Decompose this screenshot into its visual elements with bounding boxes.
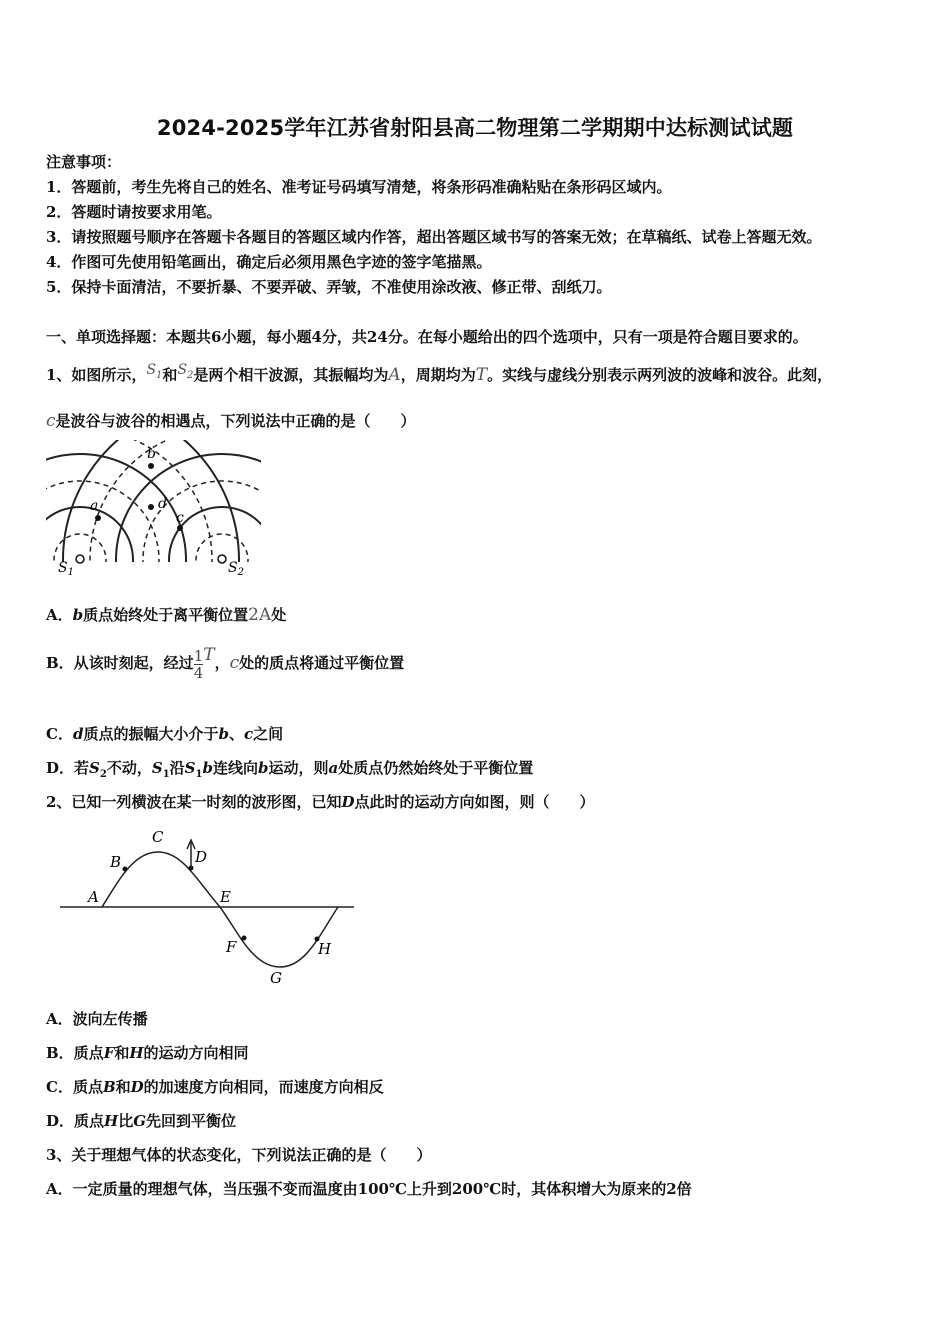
label-E: E — [220, 888, 231, 906]
source-s1 — [76, 555, 84, 563]
q1-s1: $S_1$ — [146, 362, 163, 381]
wave-figure — [58, 822, 358, 992]
q1-stem-line2 — [46, 411, 416, 431]
q1-stem-line1 — [46, 360, 832, 386]
q1-option-d[interactable]: D．若$S_2$不动，$S_1$沿$S_1b$连线向b运动，则a处质点仍然始终处于平衡位置 — [46, 759, 534, 780]
source-s2 — [218, 555, 226, 563]
label-C: C — [152, 828, 164, 846]
label-s2: $S_2$ — [228, 560, 244, 578]
notice-item: 3．请按照题号顺序在答题卡各题目的答题区域内作答，超出答题区域书写的答案无效；在草稿纸、试卷上答题无效。 — [46, 228, 822, 246]
label-H: H — [318, 940, 332, 958]
label-A: A — [88, 888, 99, 906]
q3-option-a[interactable]: A．一定质量的理想气体，当压强不变而温度由100℃上升到200℃时，其体积增大为原来的2倍 — [46, 1180, 692, 1198]
wave-curve — [102, 852, 338, 967]
q2-option-d[interactable]: D．质点H比G先回到平衡位 — [46, 1112, 237, 1130]
q1-option-c[interactable]: C．d质点的振幅大小介于b、c之间 — [46, 725, 284, 743]
point-a — [95, 515, 101, 521]
point-B — [123, 867, 128, 872]
label-G: G — [270, 969, 282, 987]
point-b — [148, 463, 154, 469]
label-b: b — [147, 446, 156, 462]
fraction-quarter: $\frac{1}{4}$ — [193, 646, 204, 682]
notice-item: 4．作图可先使用铅笔画出，确定后必须用黑色字迹的签字笔描黑。 — [46, 253, 492, 271]
label-a: a — [90, 498, 99, 514]
q2-option-b[interactable]: B．质点F和H的运动方向相同 — [46, 1044, 249, 1062]
notice-heading: 注意事项： — [46, 153, 122, 171]
label-B: B — [110, 853, 122, 871]
notice-item: 1．答题前，考生先将自己的姓名、准考证号码填写清楚，将条形码准确粘贴在条形码区域内。 — [46, 178, 672, 196]
q1-text: 是波谷与波谷的相遇点，下列说法中正确的是（ ） — [55, 412, 416, 430]
notice-item: 2．答题时请按要求用笔。 — [46, 203, 222, 221]
label-d: d — [158, 496, 167, 512]
q1-option-b[interactable]: B．从该时刻起，经过 $\frac{1}{4}$ T，c处的质点将通过平衡位置 — [46, 645, 405, 682]
label-c: c — [176, 510, 184, 526]
notice-item: 5．保持卡面清洁，不要折暴、不要弄破、弄皱，不准使用涂改液、修正带、刮纸刀。 — [46, 278, 612, 296]
q2-stem: 2、已知一列横波在某一时刻的波形图，已知D点此时的运动方向如图，则（ ） — [46, 793, 595, 811]
label-D: D — [195, 848, 208, 866]
q1-text: 。实线与虚线分别表示两列波的波峰和波谷。此刻， — [487, 366, 833, 384]
q1-option-a[interactable]: A．b质点始终处于离平衡位置2A处 — [46, 605, 287, 625]
q1-text: 1、如图所示， — [46, 366, 147, 384]
s1-crest — [46, 440, 239, 580]
q1-c-symbol: c — [46, 411, 56, 431]
q1-text: 和 — [162, 366, 178, 384]
point-F — [242, 936, 247, 941]
q3-stem: 3、关于理想气体的状态变化，下列说法正确的是（ ） — [46, 1146, 432, 1164]
q1-s2: $S_2$ — [177, 362, 194, 381]
interference-figure — [46, 440, 261, 580]
section-heading: 一、单项选择题：本题共6小题，每小题4分，共24分。在每小题给出的四个选项中，只有一项是符合题目要求的。 — [46, 328, 808, 346]
q1-text: 是两个相干波源，其振幅均为 — [193, 366, 389, 384]
label-s1: $S_1$ — [58, 560, 74, 578]
q2-option-a[interactable]: A．波向左传播 — [46, 1010, 148, 1028]
label-F: F — [226, 938, 237, 956]
q1-amplitude-symbol: A — [388, 365, 401, 385]
page-title: 2024-2025学年江苏省射阳县高二物理第二学期期中达标测试试题 — [156, 116, 794, 140]
q2-option-c[interactable]: C．质点B和D的加速度方向相同，而速度方向相反 — [46, 1078, 384, 1096]
q1-period-symbol: T — [475, 365, 488, 385]
point-d — [148, 504, 154, 510]
q1-text: ，周期均为 — [400, 366, 476, 384]
